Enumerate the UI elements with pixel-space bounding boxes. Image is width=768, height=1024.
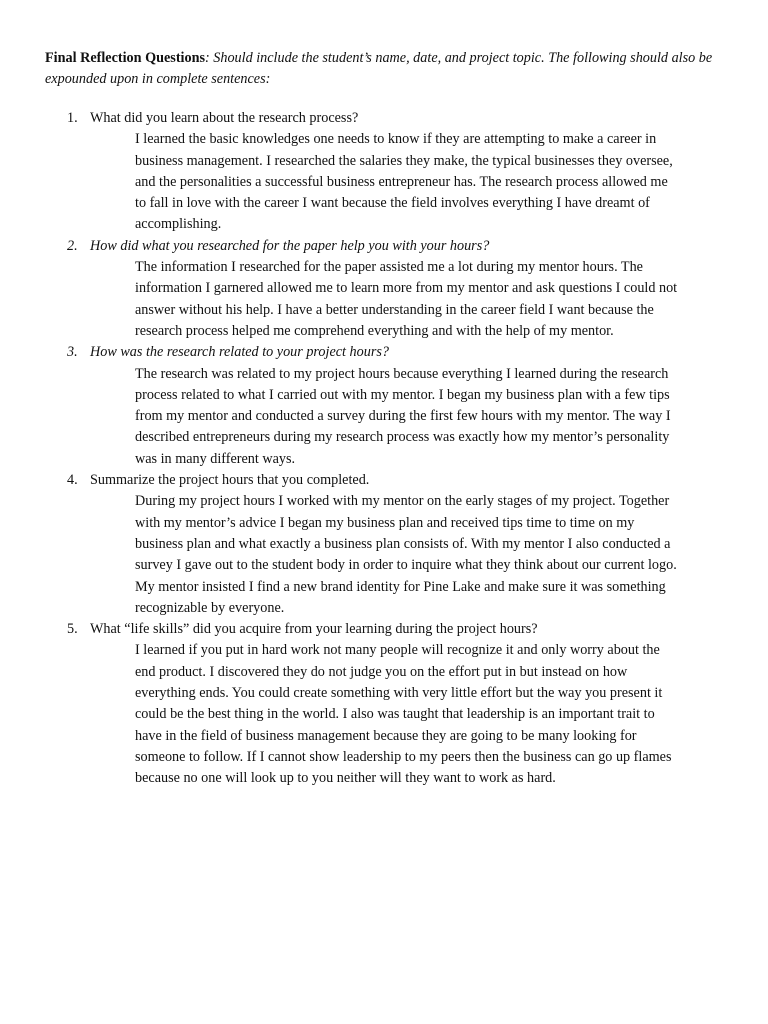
intro-instruction: : Should include the student’s name, date, and project topic. The following should also be expounded upon in complete sentences: — [45, 50, 713, 87]
question-number: 4. — [67, 472, 78, 489]
question-number: 3. — [67, 344, 78, 361]
question-item — [0, 236, 768, 342]
question-text: Summarize the project hours that you completed. — [90, 472, 370, 489]
question-number: 2. — [67, 237, 78, 254]
question-line — [0, 619, 768, 640]
question-line — [0, 470, 768, 491]
answer-paragraph: I learned the basic knowledges one needs to know if they are attempting to make a career in business management. I researched the salaries they make, the typical businesses they oversee, and the personalities a successful business entrepreneur has. The research process allowed me to fall in love with the career I want because the field involves everything I have dreamt of accomplishing. — [135, 131, 673, 233]
answer-paragraph: The research was related to my project hours because everything I learned during the research process related to what I carried out with my mentor. I began my business plan with a few tips from my mentor and conducted a survey during the first few hours with my mentor. The way I described entrepreneurs during my research process was exactly how my mentor’s personality was in many different ways. — [135, 365, 671, 467]
question-number: 5. — [67, 621, 78, 638]
question-item — [0, 342, 768, 470]
intro-paragraph — [45, 48, 735, 90]
answer-paragraph: The information I researched for the paper assisted me a lot during my mentor hours. The information I garnered allowed me to learn more from my mentor and ask questions I could not answer without his help. I have a better understanding in the career field I want because the research process helped me comprehend everything and with the help of my mentor. — [135, 259, 678, 339]
question-number: 1. — [67, 110, 78, 126]
answer-paragraph: During my project hours I worked with my mentor on the early stages of my project. Together with my mentor’s advice I began my business plan and received tips time to time on my business plan and what exactly a business plan consists of. With my mentor I also conducted a survey I gave out to the student body in order to inquire what they think about our current logo. My mentor insisted I find a new brand identity for Pine Lake and make sure it was something recognizable by everyone. — [135, 493, 677, 616]
question-text: How did what you researched for the paper help you with your hours? — [90, 237, 490, 254]
question-list — [0, 108, 768, 790]
question-text: What “life skills” did you acquire from your learning during the project hours? — [90, 621, 538, 638]
answer-paragraph: I learned if you put in hard work not many people will recognize it and only worry about the end product. I discovered they do not judge you on the effort put in but instead on how everything ends. You could create something with very little effort but the way you present it could be the best thing in the world. I also was taught that leadership is an important trait to have in the field of business management because they are going to be many looking for someone to follow. If I cannot show leadership to my peers then the business can go up flames because no one will look up to you neither will they want to work as hard. — [135, 642, 672, 787]
question-text: How was the research related to your project hours? — [90, 344, 389, 361]
question-line — [0, 108, 768, 129]
question-item — [0, 108, 768, 236]
question-line — [0, 342, 768, 363]
question-item — [0, 619, 768, 789]
intro-heading: Final Reflection Questions — [45, 50, 205, 66]
question-item — [0, 470, 768, 619]
question-text: What did you learn about the research process? — [90, 110, 359, 126]
question-line — [0, 236, 768, 257]
